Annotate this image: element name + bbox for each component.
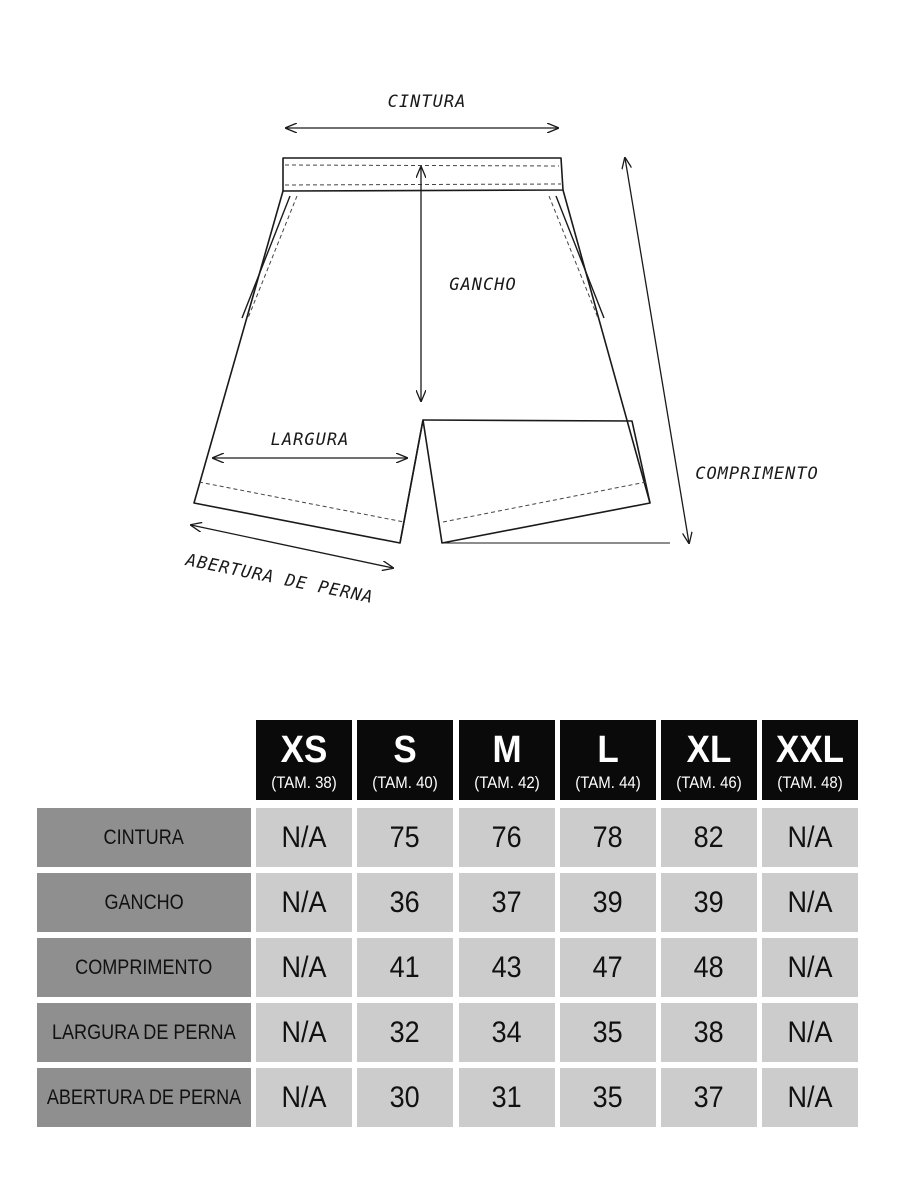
cell-value: 34 (491, 1015, 523, 1049)
cell-value: N/A (281, 820, 327, 854)
table-cell (357, 1003, 453, 1062)
table-cell (560, 1068, 656, 1127)
size-letter: M (492, 729, 522, 771)
size-letter: XXL (776, 729, 844, 771)
cell-value: 35 (592, 1080, 624, 1114)
size-number: (TAM. 42) (474, 773, 540, 792)
cell-value: N/A (787, 820, 833, 854)
cell-value: 37 (693, 1080, 725, 1114)
cell-value: 82 (693, 820, 725, 854)
row-label-length (37, 938, 251, 997)
table-cell (459, 808, 555, 867)
table-cell (256, 873, 352, 932)
size-number: (TAM. 40) (372, 773, 438, 792)
row-label-text: GANCHO (104, 890, 184, 914)
table-cell (459, 1068, 555, 1127)
cell-value: 30 (389, 1080, 421, 1114)
size-number: (TAM. 38) (271, 773, 337, 792)
leg-opening-label: ABERTURA DE PERNA (184, 550, 376, 608)
row-label-text: LARGURA DE PERNA (52, 1020, 236, 1044)
cell-value: N/A (787, 950, 833, 984)
size-header-l (560, 720, 656, 800)
table-cell (256, 808, 352, 867)
row-label-rise (37, 873, 251, 932)
table-cell (256, 938, 352, 997)
cell-value: 32 (389, 1015, 421, 1049)
table-cell (560, 1003, 656, 1062)
cell-value: 76 (491, 820, 523, 854)
size-letter: XS (280, 729, 328, 771)
cell-value: 47 (592, 950, 624, 984)
table-cell (560, 873, 656, 932)
cell-value: N/A (787, 1015, 833, 1049)
cell-value: N/A (281, 885, 327, 919)
cell-value: 39 (693, 885, 725, 919)
cell-value: 43 (491, 950, 523, 984)
table-cell (762, 873, 858, 932)
table-cell (762, 808, 858, 867)
table-cell (459, 873, 555, 932)
row-label-text: COMPRIMENTO (75, 955, 213, 979)
size-number: (TAM. 44) (575, 773, 641, 792)
table-cell (357, 808, 453, 867)
cell-value: 41 (389, 950, 421, 984)
cell-value: N/A (281, 1080, 327, 1114)
table-cell (256, 1003, 352, 1062)
cell-value: 75 (389, 820, 421, 854)
table-cell (762, 1003, 858, 1062)
cell-value: N/A (281, 950, 327, 984)
table-cell (256, 1068, 352, 1127)
cell-value: 38 (693, 1015, 725, 1049)
table-cell (661, 1068, 757, 1127)
table-cell (357, 1068, 453, 1127)
cell-value: 39 (592, 885, 624, 919)
table-cell (661, 938, 757, 997)
length-label: COMPRIMENTO (695, 464, 819, 484)
table-cell (762, 938, 858, 997)
size-header-xs (256, 720, 352, 800)
table-cell (459, 1003, 555, 1062)
cell-value: 37 (491, 885, 523, 919)
size-header-xl (661, 720, 757, 800)
size-number: (TAM. 46) (676, 773, 742, 792)
cell-value: 78 (592, 820, 624, 854)
table-cell (661, 808, 757, 867)
table-cell (661, 1003, 757, 1062)
table-cell (357, 873, 453, 932)
cell-value: 36 (389, 885, 421, 919)
row-label-text: ABERTURA DE PERNA (46, 1085, 242, 1109)
size-header-s (357, 720, 453, 800)
table-cell (459, 938, 555, 997)
size-number: (TAM. 48) (777, 773, 843, 792)
size-letter: XL (686, 729, 732, 771)
row-label-waist (37, 808, 251, 867)
row-label-leg-width (37, 1003, 251, 1062)
table-cell (560, 938, 656, 997)
size-letter: L (597, 729, 619, 771)
cell-value: 35 (592, 1015, 624, 1049)
size-header-xxl (762, 720, 858, 800)
table-cell (560, 808, 656, 867)
size-header-m (459, 720, 555, 800)
size-letter: S (393, 729, 417, 771)
row-label-leg-opening (37, 1068, 251, 1127)
row-label-text: CINTURA (103, 825, 185, 849)
cell-value: N/A (787, 885, 833, 919)
cell-value: 48 (693, 950, 725, 984)
table-cell (357, 938, 453, 997)
rise-label: GANCHO (449, 275, 517, 295)
cell-value: 31 (491, 1080, 523, 1114)
waist-label: CINTURA (387, 92, 467, 112)
cell-value: N/A (787, 1080, 833, 1114)
table-cell (762, 1068, 858, 1127)
cell-value: N/A (281, 1015, 327, 1049)
width-label: LARGURA (270, 430, 350, 450)
table-cell (661, 873, 757, 932)
